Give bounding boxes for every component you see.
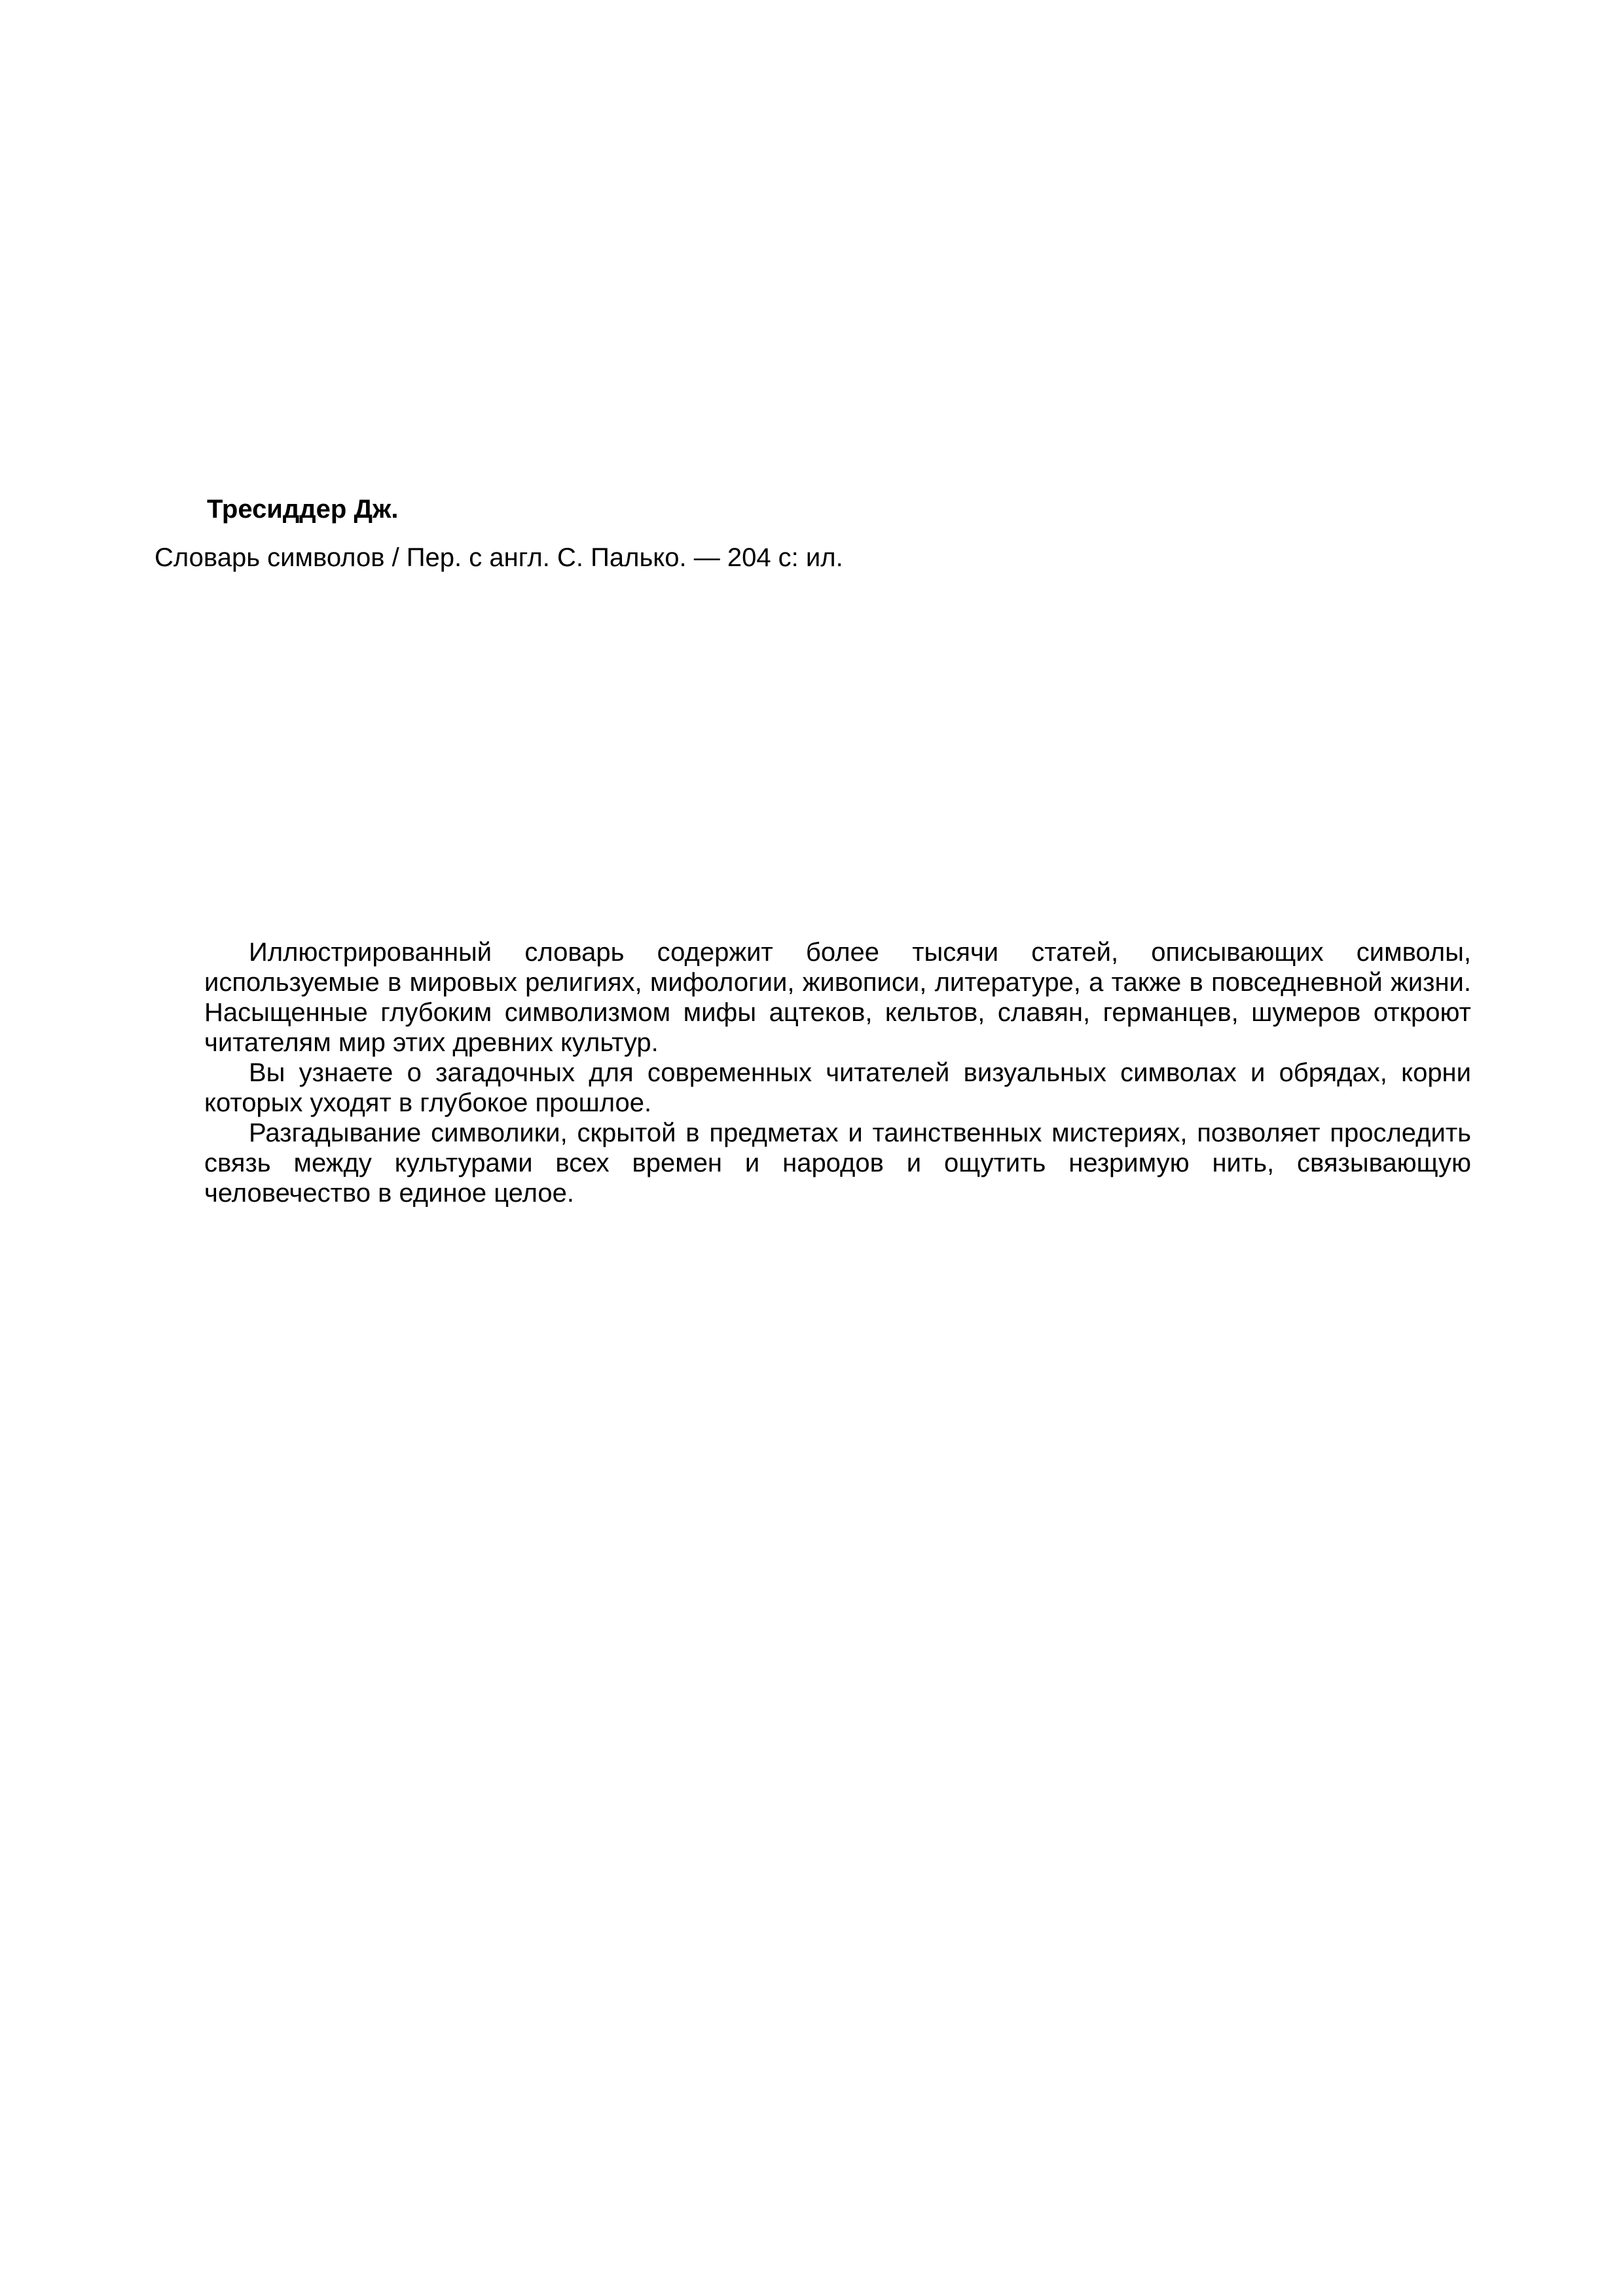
annotation-block [204, 937, 1471, 1208]
annotation-paragraph: Иллюстрированный словарь содержит более тысячи статей, описывающих символы, используемые в мировых религиях, мифологии, живописи, литературе, а также в повседневной жизни. Насыщенные глубоким символизмом мифы ацтеков, кельтов, славян, германцев, шумеров откроют читателям мир этих древних культур. [204, 938, 1471, 1057]
annotation-paragraph: Вы узнаете о загадочных для современных читателей визуальных символах и обрядах, корни которых уходят в глубокое прошлое. [204, 1058, 1471, 1117]
bibliographic-description: Словарь символов / Пер. с англ. С. Палько. — 204 с: ил. [155, 543, 843, 572]
annotation-paragraph: Разгадывание символики, скрытой в предметах и таинственных мистериях, позволяет проследить связь между культурами всех времен и народов и ощутить незримую нить, связывающую человечество в единое целое. [204, 1119, 1471, 1208]
author-name: Тресиддер Дж. [207, 495, 399, 524]
